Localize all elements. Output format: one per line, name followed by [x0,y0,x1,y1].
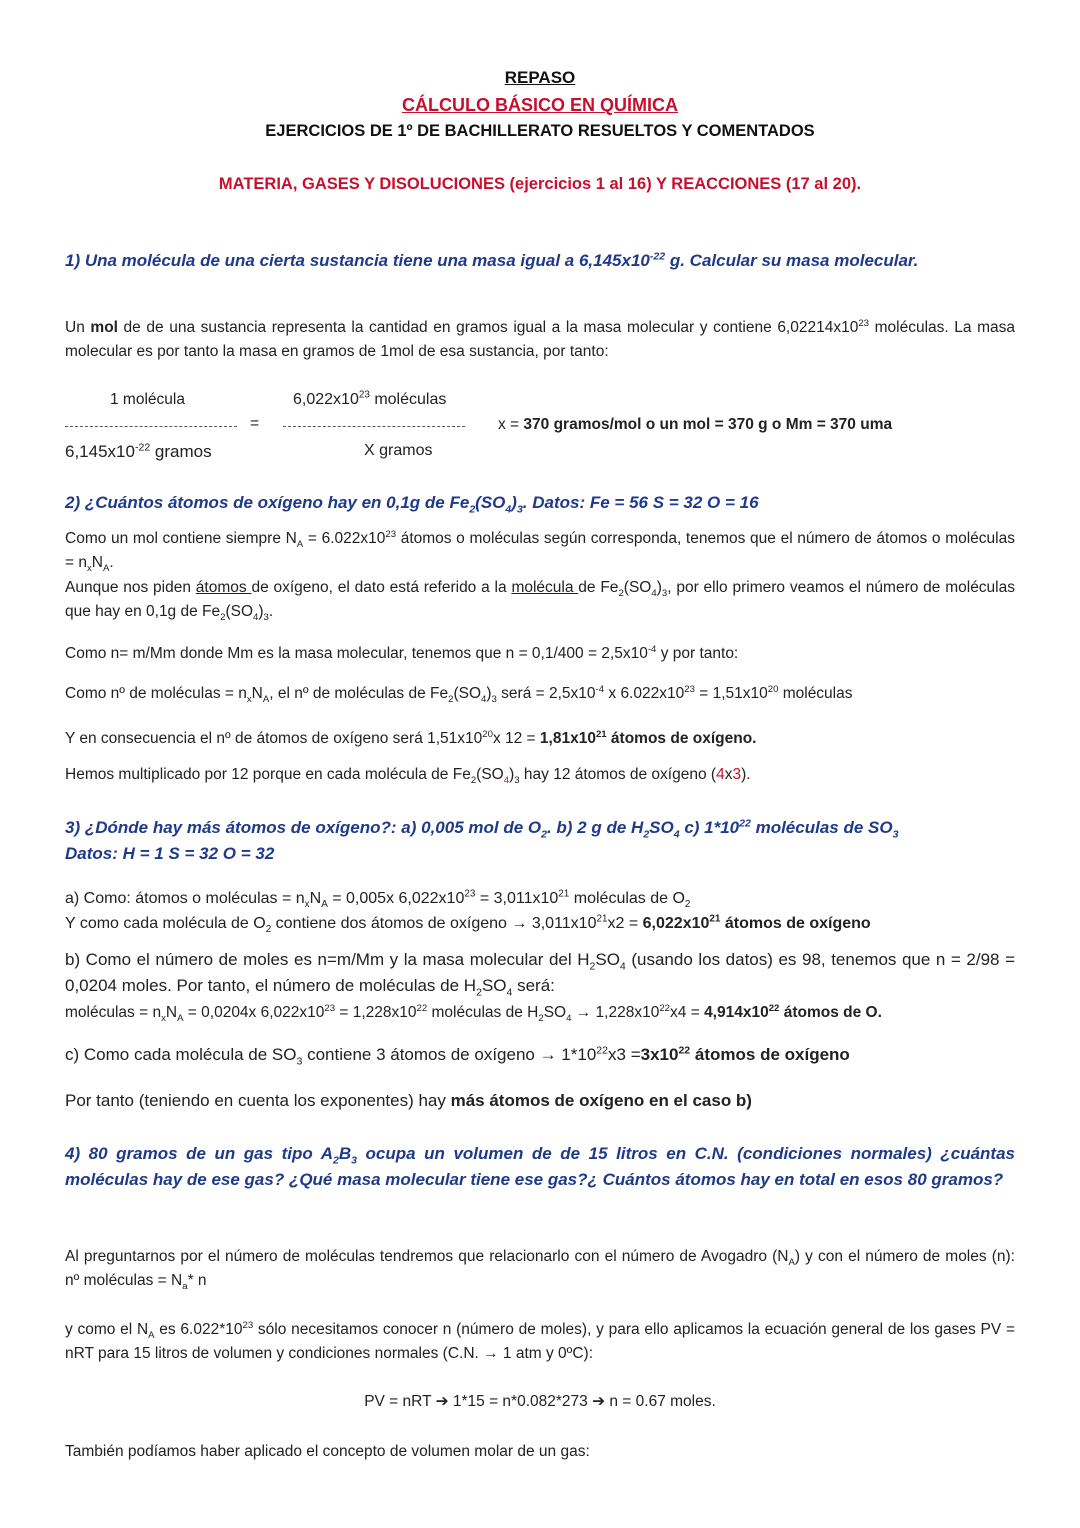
ratio2-denominator: X gramos [364,442,433,459]
ratio1-denominator: $6,145x10^{-22}$ gramos [65,441,212,461]
exercise-1-result: x = 370 gramos/mol o un mol = 370 g o Mm = 370 uma [498,416,893,433]
exercise-2-para-5: Y en consecuencia el nº de átomos de oxígeno será $1,51x10^{20}x$ $12 = 1,81x10^{21}$ átomos de oxígeno. [65,728,757,747]
fraction-line-1 [65,426,237,427]
header-title: CÁLCULO BÁSICO EN QUÍMICA [402,95,678,115]
exercise-3-b-line: moléculas = $n_xN_A = 0,0204x$ $6,022x10^{23} = 1,228x10^{22}$ moléculas de $H_2SO_4 \to 1,228x10^{22}x4 = 4,914x10^{22}$ átomos de O. [65,1002,882,1025]
exercise-3-a-line-2: Y como cada molécula de $O_2$ contiene dos átomos de oxígeno → $3,011x10^{21}x2 = 6,022x10^{21}$ átomos de oxígeno [65,913,871,936]
exercise-4-equation: PV = nRT ➔ 1*15 = n*0.082*273 ➔ n = 0.67 moles. [364,1393,716,1410]
fraction-line-2 [283,426,465,427]
exercise-3-a-line-1: a) Como: átomos o moléculas = $n_xN_A = 0,005x$ $6,022x10^{23} = 3,011x10^{21}$ moléculas de $O_2$ [65,888,691,911]
exercise-3-b-para: b) Como el número de moles es n=m/Mm y la masa molecular del $H_2SO_4$ (usando los datos) es 98, tenemos que n = 2/98 = 0,0204 moles. Por tanto, el número de moléculas de $H_2SO_4$ será: [65,950,1016,999]
exercise-2-para-3: Como n= m/Mm donde Mm es la masa molecular, tenemos que $n = 0,1/400 = 2,5x10^{-4}$ y por tanto: [65,643,739,662]
exercise-4-para-1: Al preguntarnos por el número de moléculas tendremos que relacionarlo con el número de Avogadro $(N_A)$ y con el número de moles (n): nº moléculas = $N_a*$ n [65,1248,1015,1293]
equals-sign: = [250,415,260,432]
exercise-3-question: 3) ¿Dónde hay más átomos de oxígeno?: a) 0,005 mol de $O_2$. b) 2 g de $H_2SO_4$ c) $1*10^{22}$ moléculas de $SO_3$ [65,817,899,841]
exercise-2-question: 2) ¿Cuántos átomos de oxígeno hay en 0,1g de $Fe_2(SO_4)_3$. Datos: Fe = 56 S = 32 O = 16 [65,493,759,516]
ratio1-numerator: 1 molécula [110,391,185,408]
exercise-1-text: Un mol de de una sustancia representa la cantidad en gramos igual a la masa molecular y contiene $6,02214x10^{23}$ moléculas. La masa molecular es por tanto la masa en gramos de 1mol de esa sustancia, por tanto: [65,317,1016,360]
header-repaso: REPASO [504,68,576,87]
exercise-3-data: Datos: H = 1 S = 32 O = 32 [65,844,275,863]
exercise-4-question: 4) 80 gramos de un gas tipo $A_2B_3$ ocupa un volumen de de 15 litros en C.N. (condiciones normales) ¿cuántas moléculas hay de ese gas? ¿Qué masa molecular tiene ese gas?¿ Cuántos átomos hay en total en esos 80 gramos? [65,1144,1016,1189]
exercise-2-para-1: Como un mol contiene siempre $N_A = 6.022x10^{23}$ átomos o moléculas según corresponda, tenemos que el número de átomos o moléculas = $n_xN_A$. [65,528,1015,575]
exercise-2-para-6: Hemos multiplicado por 12 porque en cada molécula de $Fe_2(SO_4)_3$ hay 12 átomos de oxígeno (4x3). [65,766,751,787]
ratio2-numerator: $6,022x10^{23}$ moléculas [293,389,447,408]
exercise-1-question: 1) Una molécula de una cierta sustancia tiene una masa igual a $6,145x10^{-22}$ g. Calcular su masa molecular. [65,250,919,270]
exercise-3-c-line: c) Como cada molécula de $SO_3$ contiene 3 átomos de oxígeno → $1*10^{22}x3 =3x10^{22}$ átomos de oxígeno [65,1044,850,1068]
exercise-4-para-2: y como el $N_A$ es $6.022*10^{23}$ sólo necesitamos conocer n (número de moles), y para ello aplicamos la ecuación general de los gases PV = nRT para 15 litros de volumen y condiciones normales (C.N. → 1 atm y 0ºC): [65,1319,1015,1362]
exercise-4-para-3: También podíamos haber aplicado el concepto de volumen molar de un gas: [65,1443,590,1460]
exercise-2-para-2: Aunque nos piden átomos de oxígeno, el dato está referido a la molécula de $Fe_2(SO_4)_3$, por ello primero veamos el número de moléculas que hay en 0,1g de $Fe_2(SO_4)_3$. [65,579,1015,624]
exercise-3-conclusion: Por tanto (teniendo en cuenta los exponentes) hay más átomos de oxígeno en el caso b) [65,1091,752,1110]
header-topics: MATERIA, GASES Y DISOLUCIONES (ejercicios 1 al 16) Y REACCIONES (17 al 20). [218,175,862,193]
exercise-2-para-4: Como nº de moléculas = $n_xN_A$, el nº de moléculas de $Fe_2(SO_4)_3$ será = $2,5x10^{-4}$ x $6.022x10^{23} = 1,51x10^{20}$ moléculas [65,683,853,706]
header-subtitle: EJERCICIOS DE 1º DE BACHILLERATO RESUELTOS Y COMENTADOS [265,122,815,140]
